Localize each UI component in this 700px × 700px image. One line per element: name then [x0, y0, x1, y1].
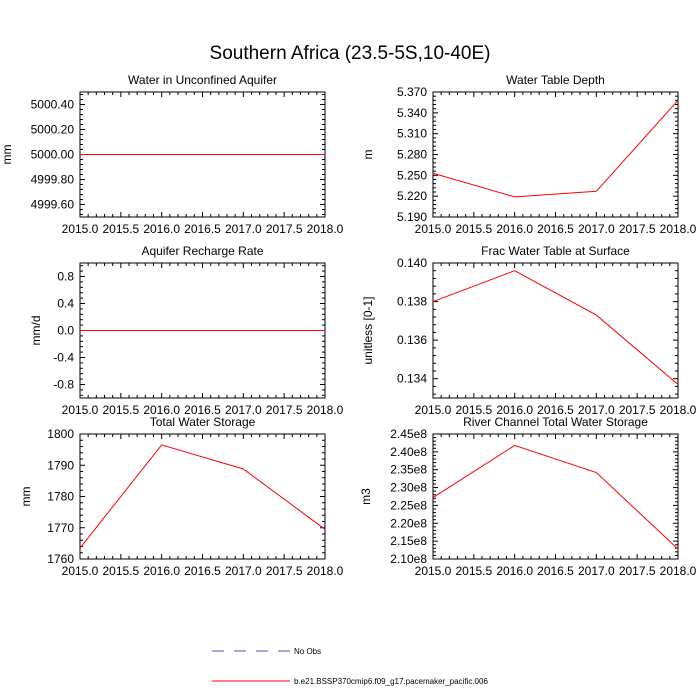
y-tick-label: 2.15e8	[390, 534, 427, 549]
y-tick-label: 2.25e8	[390, 498, 427, 513]
panel-title: Frac Water Table at Surface	[481, 244, 630, 258]
x-tick-label: 2015.5	[102, 564, 140, 578]
y-tick-label: 2.20e8	[390, 516, 427, 531]
y-tick-label: 0.0	[57, 323, 74, 338]
x-tick-label: 2015.5	[455, 403, 493, 417]
y-tick-label: 0.136	[396, 333, 427, 348]
x-tick-label: 2015.0	[61, 222, 99, 236]
y-tick-label: 5.220	[396, 189, 427, 204]
plot-frame	[80, 434, 325, 559]
y-tick-label: 5000.40	[30, 97, 74, 112]
series-line	[433, 271, 678, 385]
y-axis-label: unitless [0-1]	[361, 296, 375, 365]
legend-label: b.e21.BSSP370cmip6.f09_g17.pacemaker_pacific.006	[294, 677, 488, 686]
y-tick-label: 5.340	[396, 105, 427, 120]
y-tick-label: 2.30e8	[390, 480, 427, 495]
y-tick-label: 0.4	[57, 296, 74, 311]
panel-title: River Channel Total Water Storage	[463, 415, 648, 429]
y-tick-label: 0.140	[396, 256, 427, 270]
y-tick-label: 1770	[47, 520, 74, 535]
y-tick-label: 5.310	[396, 126, 427, 141]
series-line	[433, 445, 678, 549]
plot-frame	[433, 92, 678, 217]
x-tick-label: 2016.5	[537, 403, 574, 417]
x-tick-label: 2018.0	[306, 222, 344, 236]
x-tick-label: 2016.5	[537, 564, 574, 578]
panel-4	[361, 244, 697, 417]
x-tick-label: 2016.5	[184, 403, 221, 417]
x-tick-label: 2015.5	[455, 564, 493, 578]
y-tick-label: 2.10e8	[390, 552, 427, 566]
x-tick-label: 2016.0	[496, 564, 534, 578]
y-tick-label: 5000.20	[30, 122, 74, 137]
panel-title: Total Water Storage	[149, 415, 256, 429]
y-tick-label: 5000.00	[30, 147, 74, 162]
y-axis-label: mm/d	[29, 315, 43, 346]
y-tick-label: -0.8	[53, 377, 74, 392]
x-tick-label: 2017.0	[224, 222, 262, 236]
x-tick-label: 2017.5	[265, 222, 303, 236]
y-tick-label: -0.4	[53, 350, 74, 365]
plot-frame	[433, 263, 678, 398]
panel-title: Water Table Depth	[506, 73, 605, 87]
panel-6	[359, 415, 697, 578]
panel-5	[19, 415, 344, 578]
panel-2	[361, 73, 697, 236]
figure-title: Southern Africa (23.5-5S,10-40E)	[209, 43, 491, 64]
x-tick-label: 2016.0	[143, 564, 181, 578]
legend	[212, 647, 488, 686]
panel-title: Water in Unconfined Aquifer	[128, 73, 277, 87]
x-tick-label: 2018.0	[659, 222, 697, 236]
y-tick-label: 4999.60	[30, 197, 74, 212]
x-tick-label: 2015.0	[414, 564, 452, 578]
y-axis-label: mm	[0, 144, 14, 165]
x-tick-label: 2017.5	[618, 222, 656, 236]
y-axis-label: m3	[359, 488, 373, 505]
x-tick-label: 2017.5	[265, 403, 303, 417]
panel-1	[0, 73, 344, 236]
x-tick-label: 2015.5	[102, 222, 140, 236]
x-tick-label: 2016.5	[184, 564, 221, 578]
series-line	[433, 100, 678, 197]
y-tick-label: 0.138	[396, 294, 427, 309]
x-tick-label: 2018.0	[659, 403, 697, 417]
y-tick-label: 1780	[47, 489, 74, 504]
y-tick-label: 0.134	[396, 371, 427, 386]
y-tick-label: 1800	[47, 427, 74, 441]
y-tick-label: 2.45e8	[390, 427, 427, 441]
x-tick-label: 2017.0	[577, 403, 615, 417]
y-tick-label: 0.8	[57, 269, 74, 284]
x-tick-label: 2017.5	[618, 564, 656, 578]
x-tick-label: 2015.0	[414, 222, 452, 236]
x-tick-label: 2017.0	[224, 564, 262, 578]
y-axis-label: mm	[19, 486, 33, 507]
y-tick-label: 2.40e8	[390, 444, 427, 459]
panel-3	[29, 244, 344, 417]
y-axis-label: m	[361, 149, 375, 160]
x-tick-label: 2016.0	[143, 222, 181, 236]
x-tick-label: 2015.0	[61, 564, 99, 578]
legend-entry	[212, 647, 321, 656]
x-tick-label: 2017.0	[577, 564, 615, 578]
y-tick-label: 1790	[47, 458, 74, 473]
x-tick-label: 2018.0	[306, 403, 344, 417]
series-line	[80, 445, 325, 548]
x-tick-label: 2016.5	[537, 222, 574, 236]
x-tick-label: 2015.5	[102, 403, 140, 417]
plot-frame	[433, 434, 678, 559]
x-tick-label: 2018.0	[659, 564, 697, 578]
y-tick-label: 2.35e8	[390, 462, 427, 477]
y-tick-label: 5.250	[396, 168, 427, 183]
x-tick-label: 2017.0	[577, 222, 615, 236]
x-tick-label: 2015.5	[455, 222, 493, 236]
x-tick-label: 2016.0	[496, 222, 534, 236]
x-tick-label: 2016.0	[496, 403, 534, 417]
y-tick-label: 5.370	[396, 85, 427, 99]
x-tick-label: 2017.0	[224, 403, 262, 417]
x-tick-label: 2017.5	[618, 403, 656, 417]
x-tick-label: 2018.0	[306, 564, 344, 578]
y-tick-label: 5.190	[396, 210, 427, 224]
y-tick-label: 1760	[47, 552, 74, 566]
x-tick-label: 2015.0	[414, 403, 452, 417]
x-tick-label: 2017.5	[265, 564, 303, 578]
legend-label: No Obs	[294, 647, 322, 656]
x-tick-label: 2016.0	[143, 403, 181, 417]
y-tick-label: 4999.80	[30, 172, 74, 187]
y-tick-label: 5.280	[396, 147, 427, 162]
panel-title: Aquifer Recharge Rate	[141, 244, 264, 258]
panels	[0, 73, 697, 578]
legend-entry	[212, 677, 488, 686]
x-tick-label: 2016.5	[184, 222, 221, 236]
x-tick-label: 2015.0	[61, 403, 99, 417]
